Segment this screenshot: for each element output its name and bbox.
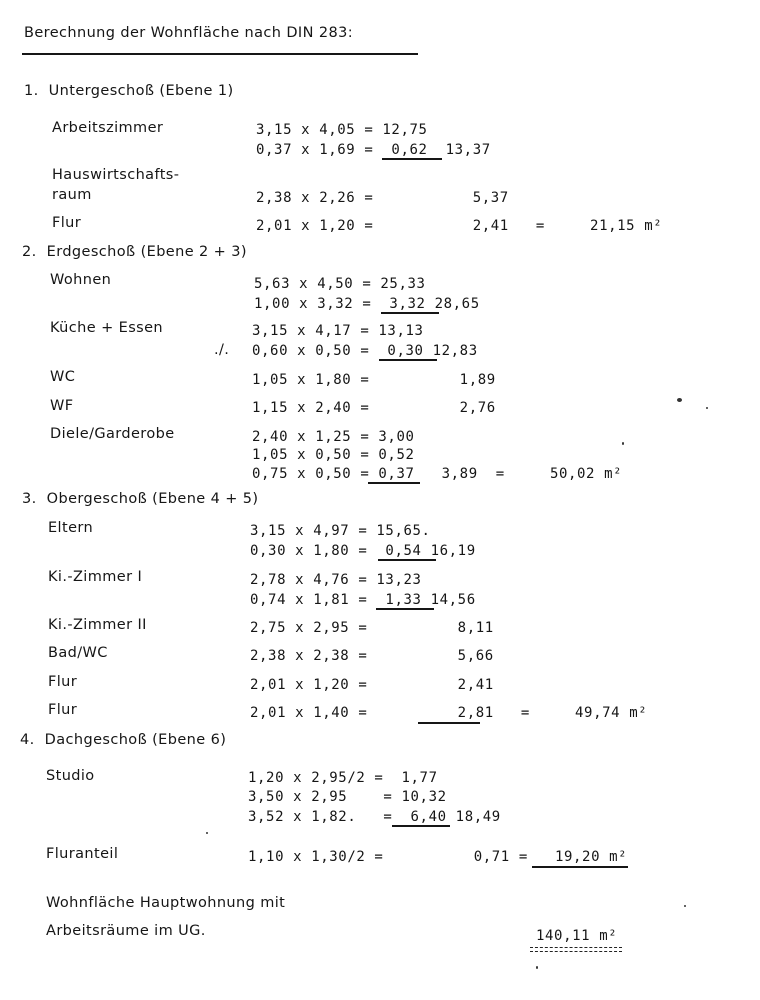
calc-line: 3,50 x 2,95 = 10,32 (248, 789, 447, 805)
double-underline (530, 947, 622, 952)
room-name: Studio (46, 768, 95, 784)
room-name: Hauswirtschafts- (52, 167, 180, 183)
room-name: Flur (48, 674, 78, 690)
summary-label: Arbeitsräume im UG. (46, 923, 206, 939)
sum-underline (378, 559, 436, 561)
calc-line: 3,15 x 4,05 = 12,75 (256, 122, 428, 138)
calc-line: 2,01 x 1,40 = 2,81 = 49,74 m² (250, 705, 648, 721)
scan-speck (622, 442, 624, 445)
calc-line: 3,15 x 4,17 = 13,13 (252, 323, 424, 339)
section-heading-2: 2. Erdgeschoß (Ebene 2 + 3) (22, 244, 247, 260)
room-name: WF (50, 398, 74, 414)
room-name-cont: raum (52, 187, 92, 203)
room-name: Ki.-Zimmer I (48, 569, 143, 585)
calc-line: 3,52 x 1,82. = 6,40 18,49 (248, 809, 501, 825)
sum-underline (376, 608, 434, 610)
sum-underline (418, 722, 480, 724)
calc-line: 5,63 x 4,50 = 25,33 (254, 276, 426, 292)
room-name: Fluranteil (46, 846, 119, 862)
section-total-underline (532, 866, 628, 868)
scan-speck (684, 905, 686, 907)
scan-speck (536, 966, 538, 969)
room-name: WC (50, 369, 76, 385)
room-name: Diele/Garderobe (50, 426, 175, 442)
room-name: Eltern (48, 520, 94, 536)
calc-line: 2,01 x 1,20 = 2,41 (250, 677, 494, 693)
calc-line: 1,00 x 3,32 = 3,32 28,65 (254, 296, 480, 312)
section-heading-1: 1. Untergeschoß (Ebene 1) (24, 83, 234, 99)
calc-line: 1,05 x 0,50 = 0,52 (252, 447, 415, 463)
calc-line: 2,01 x 1,20 = 2,41 = 21,15 m² (256, 218, 663, 234)
sum-underline (368, 482, 420, 484)
calc-line: 1,10 x 1,30/2 = 0,71 = 19,20 m² (248, 849, 628, 865)
page-title: Berechnung der Wohnfläche nach DIN 283: (24, 25, 354, 41)
deduction-mark: ./. (214, 342, 230, 358)
calc-line: 2,38 x 2,38 = 5,66 (250, 648, 494, 664)
title-underline (22, 53, 418, 55)
calc-line: 2,38 x 2,26 = 5,37 (256, 190, 509, 206)
scan-speck (677, 398, 682, 402)
grand-total: 140,11 m² (536, 928, 618, 944)
sum-underline (392, 825, 450, 827)
calc-line: 0,74 x 1,81 = 1,33 14,56 (250, 592, 476, 608)
calc-line: 0,30 x 1,80 = 0,54 16,19 (250, 543, 476, 559)
section-heading-3: 3. Obergeschoß (Ebene 4 + 5) (22, 491, 259, 507)
sum-underline (381, 312, 439, 314)
calc-line: 1,05 x 1,80 = 1,89 (252, 372, 496, 388)
calc-line: 2,75 x 2,95 = 8,11 (250, 620, 494, 636)
calc-line: 0,37 x 1,69 = 0,62 13,37 (256, 142, 491, 158)
room-name: Wohnen (50, 272, 112, 288)
room-name: Bad/WC (48, 645, 108, 661)
room-name: Küche + Essen (50, 320, 164, 336)
room-name: Flur (52, 215, 82, 231)
sum-underline (382, 158, 442, 160)
calc-line: 1,15 x 2,40 = 2,76 (252, 400, 496, 416)
calc-line: 1,20 x 2,95/2 = 1,77 (248, 770, 438, 786)
calc-line: 3,15 x 4,97 = 15,65. (250, 523, 431, 539)
calc-line: 2,78 x 4,76 = 13,23 (250, 572, 422, 588)
summary-label: Wohnfläche Hauptwohnung mit (46, 895, 286, 911)
calc-line: 0,75 x 0,50 = 0,37 3,89 = 50,02 m² (252, 466, 623, 482)
calc-line: 2,40 x 1,25 = 3,00 (252, 429, 415, 445)
section-heading-4: 4. Dachgeschoß (Ebene 6) (20, 732, 227, 748)
sum-underline (379, 359, 437, 361)
scan-speck (706, 407, 708, 409)
scan-speck (206, 832, 208, 834)
calc-line: 0,60 x 0,50 = 0,30 12,83 (252, 343, 478, 359)
room-name: Flur (48, 702, 78, 718)
room-name: Ki.-Zimmer II (48, 617, 147, 633)
room-name: Arbeitszimmer (52, 120, 164, 136)
